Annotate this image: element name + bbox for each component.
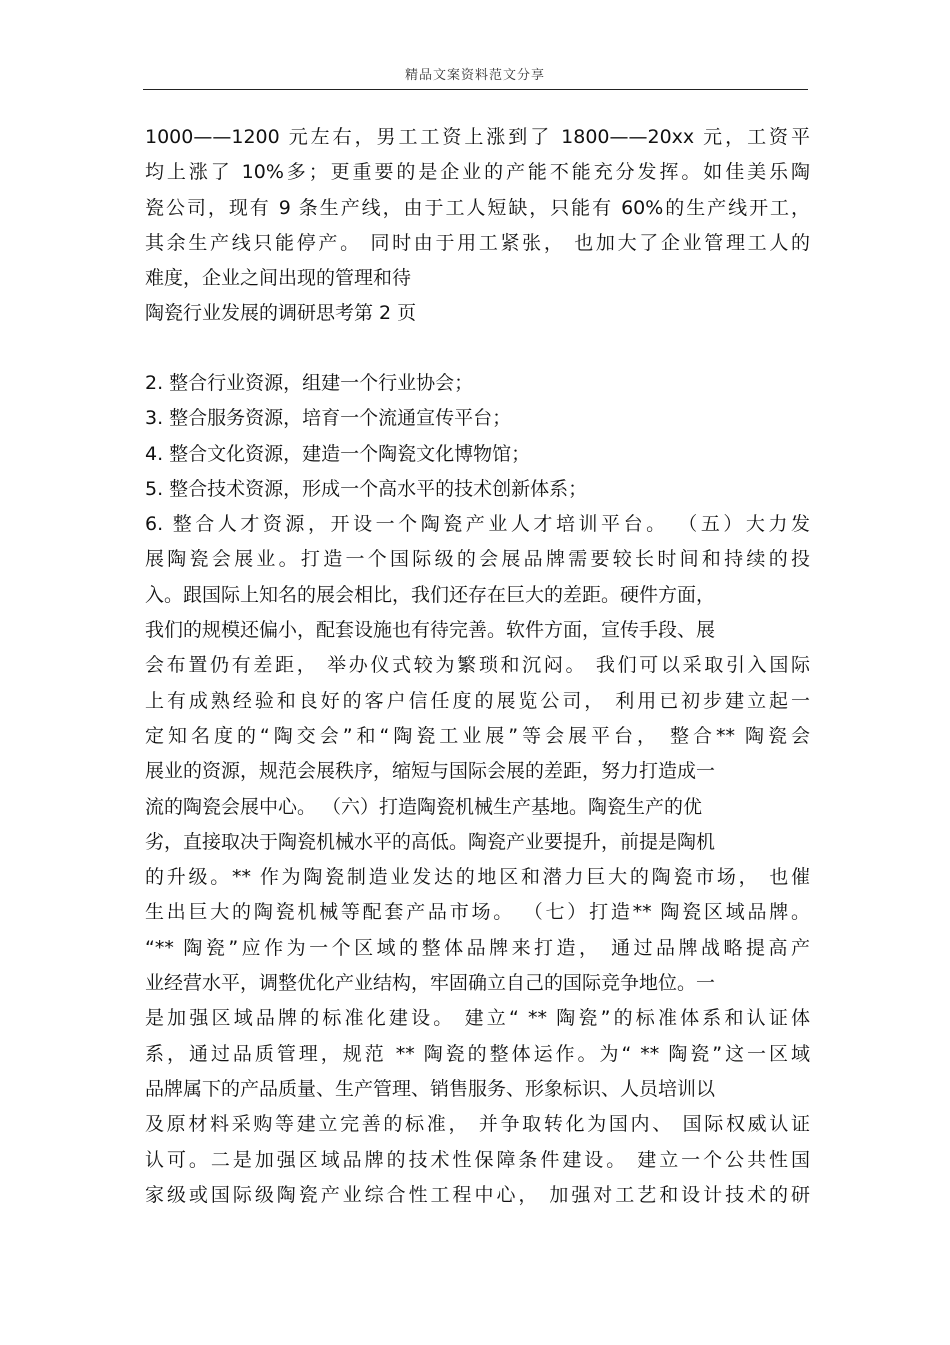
paragraph-block-1 bbox=[145, 120, 810, 332]
text-line: 6. 整合人才资源，开设一个陶瓷产业人才培训平台。 （五）大力发 bbox=[145, 513, 810, 536]
text-line: 1000——1200 元左右，男工工资上涨到了 1800——20xx 元，工资平 bbox=[145, 126, 810, 148]
header-divider bbox=[143, 89, 808, 90]
text-line: 会布置仍有差距， 举办仪式较为繁琐和沉闷。 我们可以采取引入国际 bbox=[145, 654, 810, 677]
text-line: 是加强区域品牌的标准化建设。 建立“ ** 陶瓷”的标准体系和认证体 bbox=[145, 1007, 810, 1030]
text-line: 陶瓷行业发展的调研思考第 2 页 bbox=[145, 302, 417, 325]
text-line: 展陶瓷会展业。打造一个国际级的会展品牌需要较长时间和持续的投 bbox=[145, 548, 810, 571]
text-line: 瓷公司，现有 9 条生产线，由于工人短缺，只能有 60%的生产线开工， bbox=[145, 196, 810, 219]
text-line: 业经营水平，调整优化产业结构，牢固确立自己的国际竞争地位。一 bbox=[145, 972, 716, 995]
text-line: 认可。二是加强区域品牌的技术性保障条件建设。 建立一个公共性国 bbox=[145, 1148, 810, 1171]
text-line: 4. 整合文化资源，建造一个陶瓷文化博物馆； bbox=[145, 442, 531, 465]
paragraph-block-2 bbox=[145, 366, 810, 1213]
text-line: 均上涨了 10%多；更重要的是企业的产能不能充分发挥。如佳美乐陶 bbox=[145, 161, 810, 184]
text-line: 品牌属下的产品质量、生产管理、销售服务、形象标识、人员培训以 bbox=[145, 1077, 716, 1100]
text-line: 家级或国际级陶瓷产业综合性工程中心， 加强对工艺和设计技术的研 bbox=[145, 1183, 810, 1206]
text-line: 定知名度的“陶交会”和“陶瓷工业展”等会展平台， 整合** 陶瓷会 bbox=[145, 724, 810, 747]
text-line: “** 陶瓷”应作为一个区域的整体品牌来打造， 通过品牌战略提高产 bbox=[145, 936, 810, 959]
text-line: 及原材料采购等建立完善的标准， 并争取转化为国内、 国际权威认证 bbox=[145, 1113, 810, 1136]
text-line: 其余生产线只能停产。 同时由于用工紧张， 也加大了企业管理工人的 bbox=[145, 231, 810, 254]
text-line: 生出巨大的陶瓷机械等配套产品市场。 （七）打造** 陶瓷区域品牌。 bbox=[145, 901, 810, 924]
page-header: 精品文案资料范文分享 bbox=[404, 68, 545, 83]
text-line: 上有成熟经验和良好的客户信任度的展览公司， 利用已初步建立起一 bbox=[145, 689, 810, 712]
text-line: 3. 整合服务资源，培育一个流通宣传平台； bbox=[145, 407, 512, 430]
text-line: 5. 整合技术资源，形成一个高水平的技术创新体系； bbox=[145, 477, 588, 500]
text-line: 展业的资源，规范会展秩序，缩短与国际会展的差距，努力打造成一 bbox=[145, 760, 716, 783]
text-line: 的升级。** 作为陶瓷制造业发达的地区和潜力巨大的陶瓷市场， 也催 bbox=[145, 866, 810, 889]
text-line: 2. 整合行业资源，组建一个行业协会； bbox=[145, 372, 474, 394]
text-line: 我们的规模还偏小，配套设施也有待完善。软件方面，宣传手段、展 bbox=[145, 619, 716, 642]
text-line: 难度，企业之间出现的管理和待 bbox=[145, 267, 412, 290]
text-line: 流的陶瓷会展中心。 （六）打造陶瓷机械生产基地。陶瓷生产的优 bbox=[145, 795, 703, 818]
text-line: 系，通过品质管理，规范 ** 陶瓷的整体运作。为“ ** 陶瓷”这一区域 bbox=[145, 1042, 810, 1065]
text-line: 入。跟国际上知名的展会相比，我们还存在巨大的差距。硬件方面， bbox=[145, 583, 716, 606]
text-line: 劣，直接取决于陶瓷机械水平的高低。陶瓷产业要提升，前提是陶机 bbox=[145, 830, 716, 853]
